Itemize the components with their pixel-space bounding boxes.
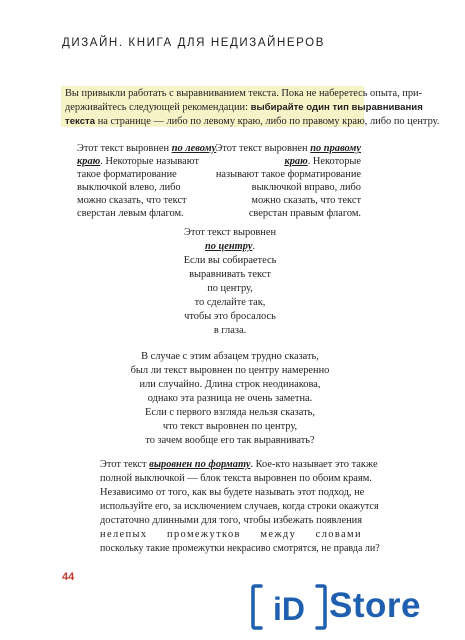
page-number: 44 (62, 571, 75, 583)
idstore-logo (251, 582, 459, 632)
logo-store-text: Store (329, 586, 421, 625)
logo-id-text: iD (273, 591, 305, 627)
intro-line-1: Вы привыкли работать с выравниванием текста. Пока не наберетесь опыта, при- (65, 88, 423, 99)
intro-line-3: текста на странице — либо по левому краю, либо по правому краю, либо по центру. (65, 116, 440, 127)
running-header: ДИЗАЙН. КНИГА ДЛЯ НЕДИЗАЙНЕРОВ (62, 37, 325, 49)
intro-line-2: держивайтесь следующей рекомендации: выбирайте один тип выравнивания (65, 102, 423, 113)
idstore-bracket-icon (251, 582, 327, 632)
